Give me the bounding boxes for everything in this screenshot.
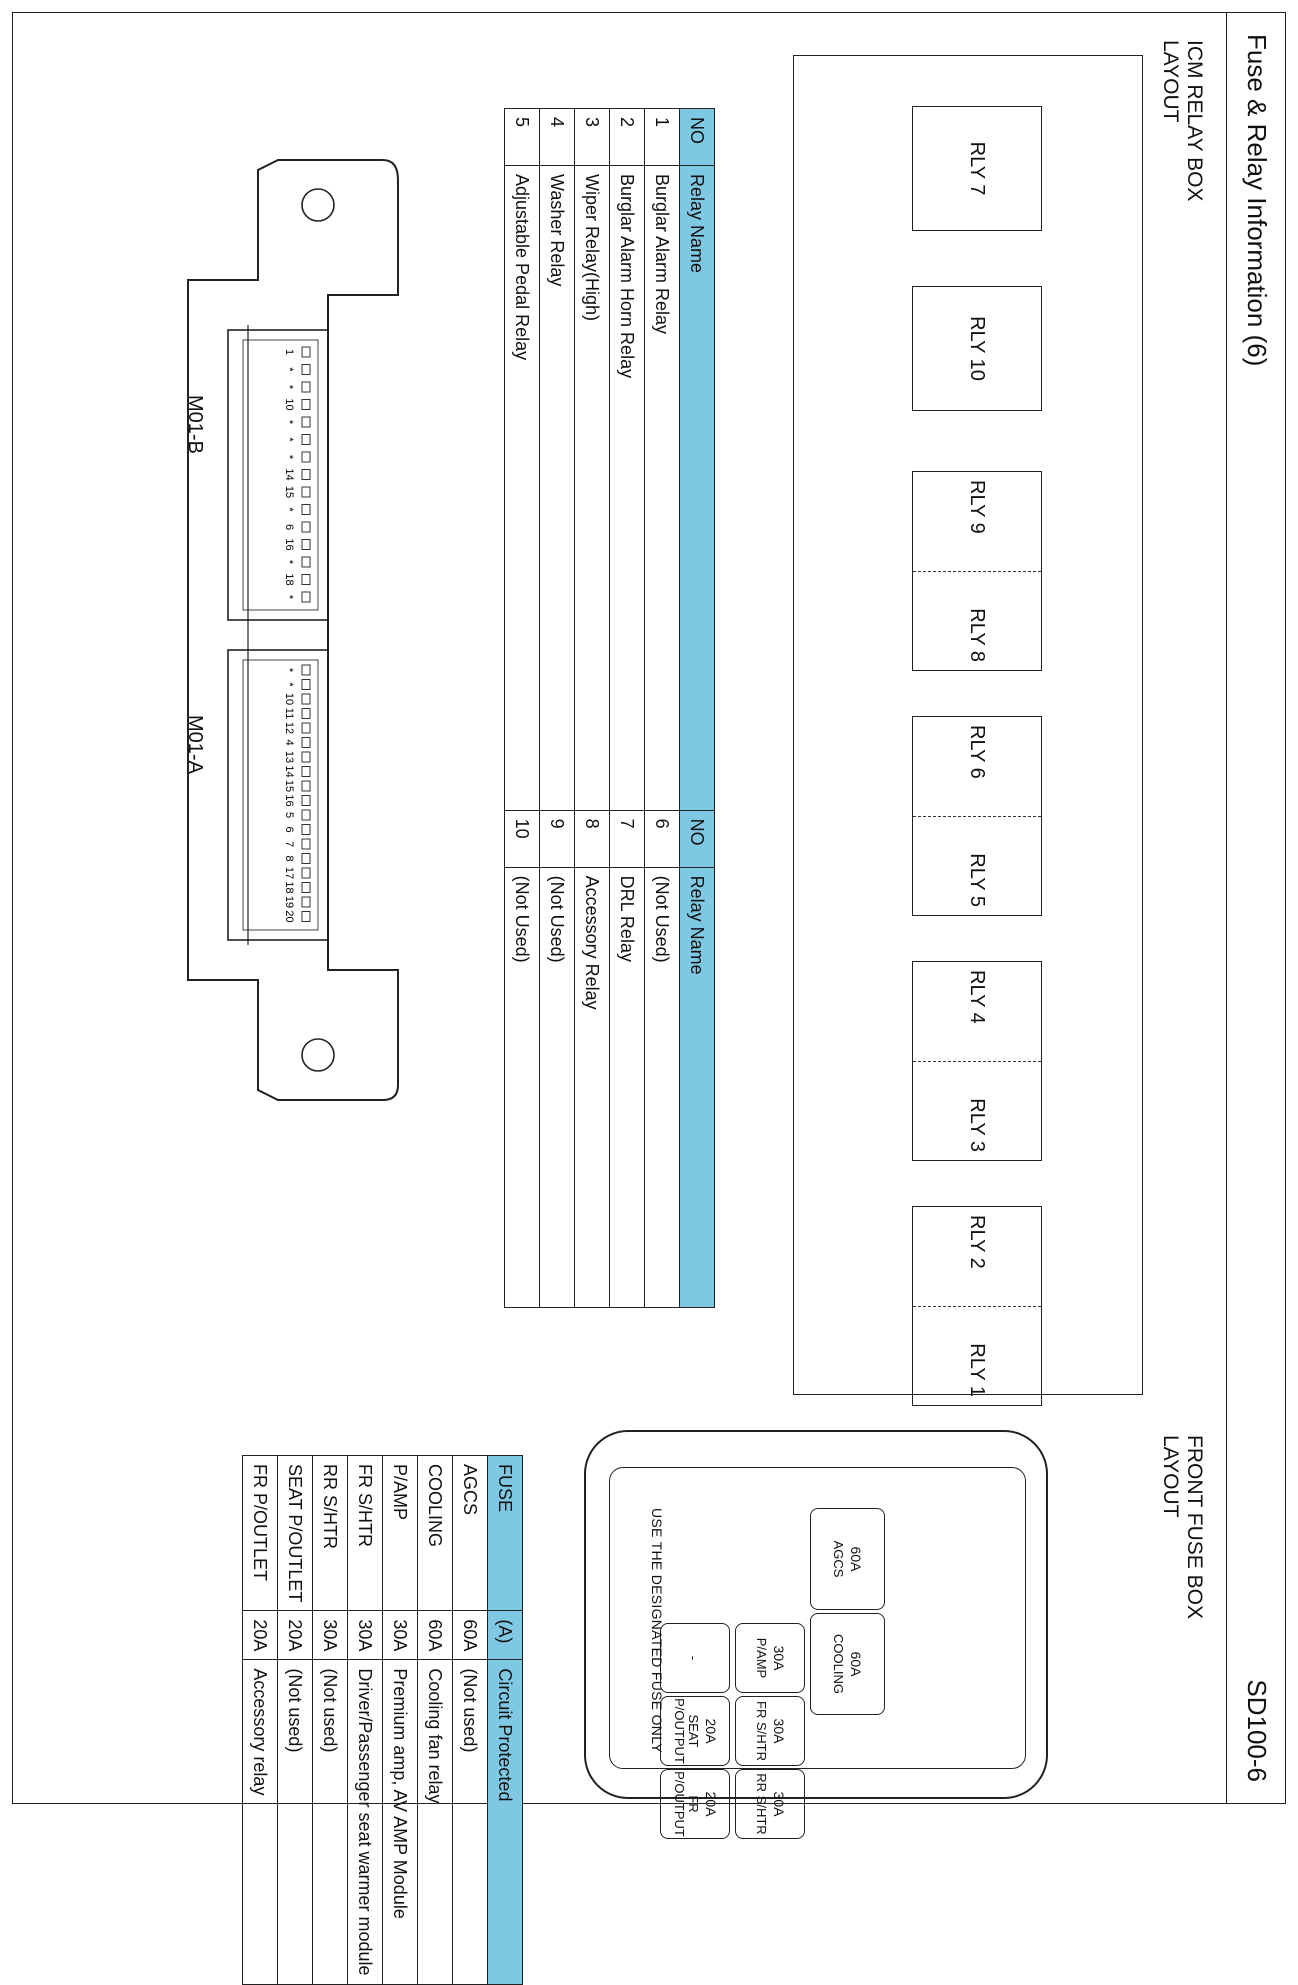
fuse-rr-s-htr: 30A RR S/HTR bbox=[735, 1769, 805, 1839]
connector-pin bbox=[302, 575, 310, 585]
connector-housing bbox=[188, 160, 398, 1100]
connector-m01b-label: M01-B bbox=[184, 395, 206, 454]
connector-pin bbox=[302, 487, 310, 497]
connector-pin-label: 17 bbox=[283, 866, 295, 880]
connector-pin bbox=[302, 557, 310, 567]
connector-pin-label: * bbox=[283, 419, 295, 425]
connector-pin-label: 16 bbox=[283, 538, 295, 551]
connector-pin bbox=[302, 709, 310, 719]
table-row: 3 Wiper Relay(High) 8 Accessory Relay bbox=[575, 109, 610, 1308]
connector-pin bbox=[302, 723, 310, 733]
connector-pin bbox=[302, 694, 310, 704]
icm-relay-box bbox=[793, 55, 1143, 1395]
connector-pin-label: 19 bbox=[283, 895, 295, 909]
connector-pin bbox=[302, 825, 310, 835]
connector-pin-label: * bbox=[283, 367, 295, 372]
table-row: AGCS 60A (Not used) bbox=[453, 1456, 488, 1985]
connector-pin-label: 5 bbox=[283, 811, 295, 819]
connector-pin-label: 7 bbox=[283, 840, 295, 848]
relay-4-3: RLY 4 RLY 3 bbox=[912, 961, 1042, 1161]
connector-pin-label: 15 bbox=[283, 485, 295, 499]
fuse-table-header: FUSE (A) Circuit Protected bbox=[488, 1456, 523, 1985]
table-row: SEAT P/OUTLET 20A (Not used) bbox=[278, 1456, 313, 1985]
connector-pin bbox=[302, 752, 310, 762]
relay-9-8: RLY 9 RLY 8 bbox=[912, 471, 1042, 671]
fuse-panel bbox=[609, 1467, 1026, 1837]
connector-pin bbox=[302, 522, 310, 532]
relay-10: RLY 10 bbox=[912, 286, 1042, 411]
connector-pin-label: 8 bbox=[283, 855, 295, 862]
fuse-fr-p-output: 20A FR P/OUTPUT bbox=[660, 1769, 730, 1839]
connector-pin bbox=[302, 417, 310, 427]
mounting-hole-left bbox=[302, 189, 334, 221]
connector-pin bbox=[302, 839, 310, 849]
relay-table-header: NO Relay Name NO Relay Name bbox=[680, 109, 715, 1308]
connector-pin bbox=[302, 883, 310, 893]
connector-pin bbox=[302, 680, 310, 690]
fuse-note: USE THE DESIGNATED FUSE ONLY bbox=[649, 1508, 665, 1753]
connector-pin-label: 12 bbox=[283, 721, 295, 735]
connector-pin-label: * bbox=[283, 437, 295, 442]
fuse-cooling: 60A COOLING bbox=[810, 1613, 885, 1715]
connector-pin-label: * bbox=[283, 507, 295, 512]
connector-pin bbox=[302, 897, 310, 907]
relay-2-1: RLY 2 RLY 1 bbox=[912, 1206, 1042, 1406]
table-row: FR S/HTR 30A Driver/Passenger seat warmer module bbox=[348, 1456, 383, 1985]
fuse-fr-s-htr: 30A FR S/HTR bbox=[735, 1696, 805, 1766]
fuse-table bbox=[242, 1455, 523, 1985]
connector-m01a-label: M01-A bbox=[184, 715, 206, 774]
fuse-seat-p-output: 20A SEAT P/OUTPUT bbox=[660, 1696, 730, 1766]
connector-m01b-pins bbox=[283, 347, 310, 602]
connector-pin-label: * bbox=[283, 454, 295, 460]
icm-relay-box-title: ICM RELAY BOX LAYOUT bbox=[1159, 40, 1206, 202]
table-row: RR S/HTR 30A (Not used) bbox=[313, 1456, 348, 1985]
connector-pin-label: * bbox=[283, 594, 295, 600]
connector-m01a-pins bbox=[283, 665, 310, 923]
relay-6-5: RLY 6 RLY 5 bbox=[912, 716, 1042, 916]
table-row: 5 Adjustable Pedal Relay 10 (Not Used) bbox=[505, 109, 540, 1308]
connector-pin bbox=[302, 767, 310, 777]
connector-pin-label: 13 bbox=[283, 750, 295, 764]
connector-pin-label: * bbox=[283, 559, 295, 565]
fuse-spare: - bbox=[660, 1623, 730, 1693]
table-row: 4 Washer Relay 9 (Not Used) bbox=[540, 109, 575, 1308]
fuse-p-amp: 30A P/AMP bbox=[735, 1623, 805, 1693]
connector-pin bbox=[302, 738, 310, 748]
front-fuse-box-title: FRONT FUSE BOX LAYOUT bbox=[1159, 1435, 1206, 1619]
relay-table bbox=[504, 108, 715, 1308]
connector-pin bbox=[302, 592, 310, 602]
connector-pin-label: 6 bbox=[283, 826, 295, 833]
fuse-agcs: 60A AGCS bbox=[810, 1508, 885, 1610]
connector-pin bbox=[302, 665, 310, 675]
relay-7: RLY 7 bbox=[912, 106, 1042, 231]
mounting-hole-right bbox=[302, 1039, 334, 1071]
connector-pin-label: 14 bbox=[283, 468, 295, 481]
connector-pin bbox=[302, 435, 310, 445]
connector-pin bbox=[302, 470, 310, 480]
connector-pin bbox=[302, 365, 310, 375]
connector-pin bbox=[302, 382, 310, 392]
connector-pin bbox=[302, 868, 310, 878]
table-row: FR P/OUTLET 20A Accessory relay bbox=[243, 1456, 278, 1985]
connector-drawing bbox=[118, 50, 418, 1190]
connector-pin-label: * bbox=[283, 682, 295, 687]
connector-pin bbox=[302, 400, 310, 410]
page-title: Fuse & Relay Information (6) bbox=[1242, 34, 1272, 367]
connector-pin bbox=[302, 540, 310, 550]
connector-pin-label: 14 bbox=[283, 765, 295, 778]
connector-pin bbox=[302, 810, 310, 820]
connector-pin-label: 18 bbox=[283, 881, 295, 894]
table-row: 1 Burglar Alarm Relay 6 (Not Used) bbox=[645, 109, 680, 1308]
connector-pin bbox=[302, 796, 310, 806]
connector-pin-label: 1 bbox=[283, 348, 295, 356]
connector-pin-label: 16 bbox=[283, 794, 295, 807]
connector-pin bbox=[302, 781, 310, 791]
connector-pin-label: 10 bbox=[283, 398, 295, 411]
connector-pin-label: * bbox=[283, 667, 295, 673]
title-bar bbox=[1226, 12, 1286, 1804]
connector-pin bbox=[302, 912, 310, 922]
table-row: P/AMP 30A Premium amp, AV AMP Module bbox=[383, 1456, 418, 1985]
document-code: SD100-6 bbox=[1242, 1679, 1272, 1782]
connector-pin-label: 15 bbox=[283, 779, 295, 793]
connector-pin bbox=[302, 505, 310, 515]
connector-pin-label: 20 bbox=[283, 910, 295, 923]
connector-pin bbox=[302, 854, 310, 864]
connector-pin-label: 11 bbox=[283, 707, 295, 720]
connector-pin bbox=[302, 347, 310, 357]
connector-pin bbox=[302, 452, 310, 462]
table-row: COOLING 60A Cooling fan relay bbox=[418, 1456, 453, 1985]
table-row: 2 Burglar Alarm Horn Relay 7 DRL Relay bbox=[610, 109, 645, 1308]
connector-pin-label: 4 bbox=[283, 739, 295, 746]
connector-pin-label: 6 bbox=[283, 523, 295, 531]
front-fuse-box bbox=[584, 1430, 1048, 1837]
connector-pin-label: * bbox=[283, 384, 295, 390]
connector-pin-label: 18 bbox=[283, 573, 295, 586]
connector-pin-label: 10 bbox=[283, 692, 295, 706]
